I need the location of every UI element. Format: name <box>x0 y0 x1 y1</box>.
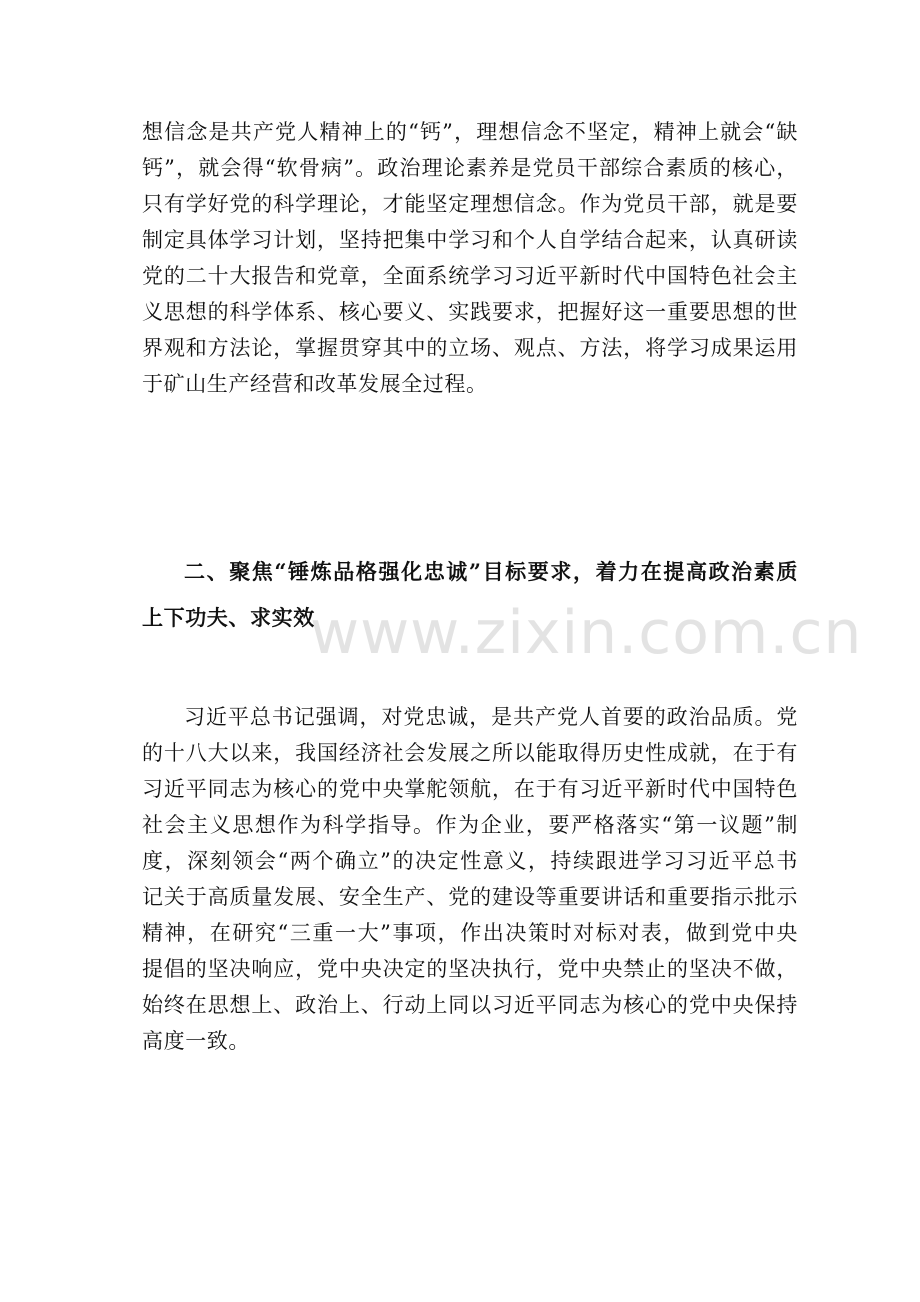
heading-line: 上下功夫、求实效 <box>142 605 315 630</box>
paragraph-line: 社会主义思想作为科学指导。作为企业，要严格落实“第一议题”制 <box>142 813 798 837</box>
section-heading <box>142 554 798 636</box>
paragraph-line: 界观和方法论，掌握贯穿其中的立场、观点、方法，将学习成果运用 <box>142 336 798 360</box>
paragraph-2 <box>142 699 798 1059</box>
paragraph-line: 只有学好党的科学理论，才能坚定理想信念。作为党员干部，就是要 <box>142 192 798 216</box>
paragraph-line: 于矿山生产经营和改革发展全过程。 <box>142 372 488 396</box>
paragraph-line: 始终在思想上、政治上、行动上同以习近平同志为核心的党中央保持 <box>142 993 798 1017</box>
paragraph-1 <box>142 114 798 402</box>
paragraph-line: 精神，在研究“三重一大”事项，作出决策时对标对表，做到党中央 <box>142 921 798 945</box>
heading-line: 二、聚焦“锤炼品格强化忠诚”目标要求，着力在提高政治素质 <box>184 559 798 584</box>
paragraph-line: 提倡的坚决响应，党中央决定的坚决执行，党中央禁止的坚决不做， <box>142 957 798 981</box>
paragraph-line: 的十八大以来，我国经济社会发展之所以能取得历史性成就，在于有 <box>142 741 798 765</box>
paragraph-line: 义思想的科学体系、核心要义、实践要求，把握好这一重要思想的世 <box>142 300 798 324</box>
paragraph-line: 钙”，就会得“软骨病”。政治理论素养是党员干部综合素质的核心， <box>142 156 798 180</box>
paragraph-line: 度，深刻领会“两个确立”的决定性意义，持续跟进学习习近平总书 <box>142 849 798 873</box>
paragraph-line: 想信念是共产党人精神上的“钙”，理想信念不坚定，精神上就会“缺 <box>142 120 798 144</box>
paragraph-line: 记关于高质量发展、安全生产、党的建设等重要讲话和重要指示批示 <box>142 885 798 909</box>
watermark: www.zixin.com.cn <box>310 598 863 668</box>
paragraph-line: 党的二十大报告和党章，全面系统学习习近平新时代中国特色社会主 <box>142 264 798 288</box>
paragraph-line: 高度一致。 <box>142 1029 250 1053</box>
paragraph-line: 习近平总书记强调，对党忠诚，是共产党人首要的政治品质。党 <box>184 705 798 729</box>
paragraph-line: 习近平同志为核心的党中央掌舵领航，在于有习近平新时代中国特色 <box>142 777 798 801</box>
paragraph-line: 制定具体学习计划，坚持把集中学习和个人自学结合起来，认真研读 <box>142 228 798 252</box>
